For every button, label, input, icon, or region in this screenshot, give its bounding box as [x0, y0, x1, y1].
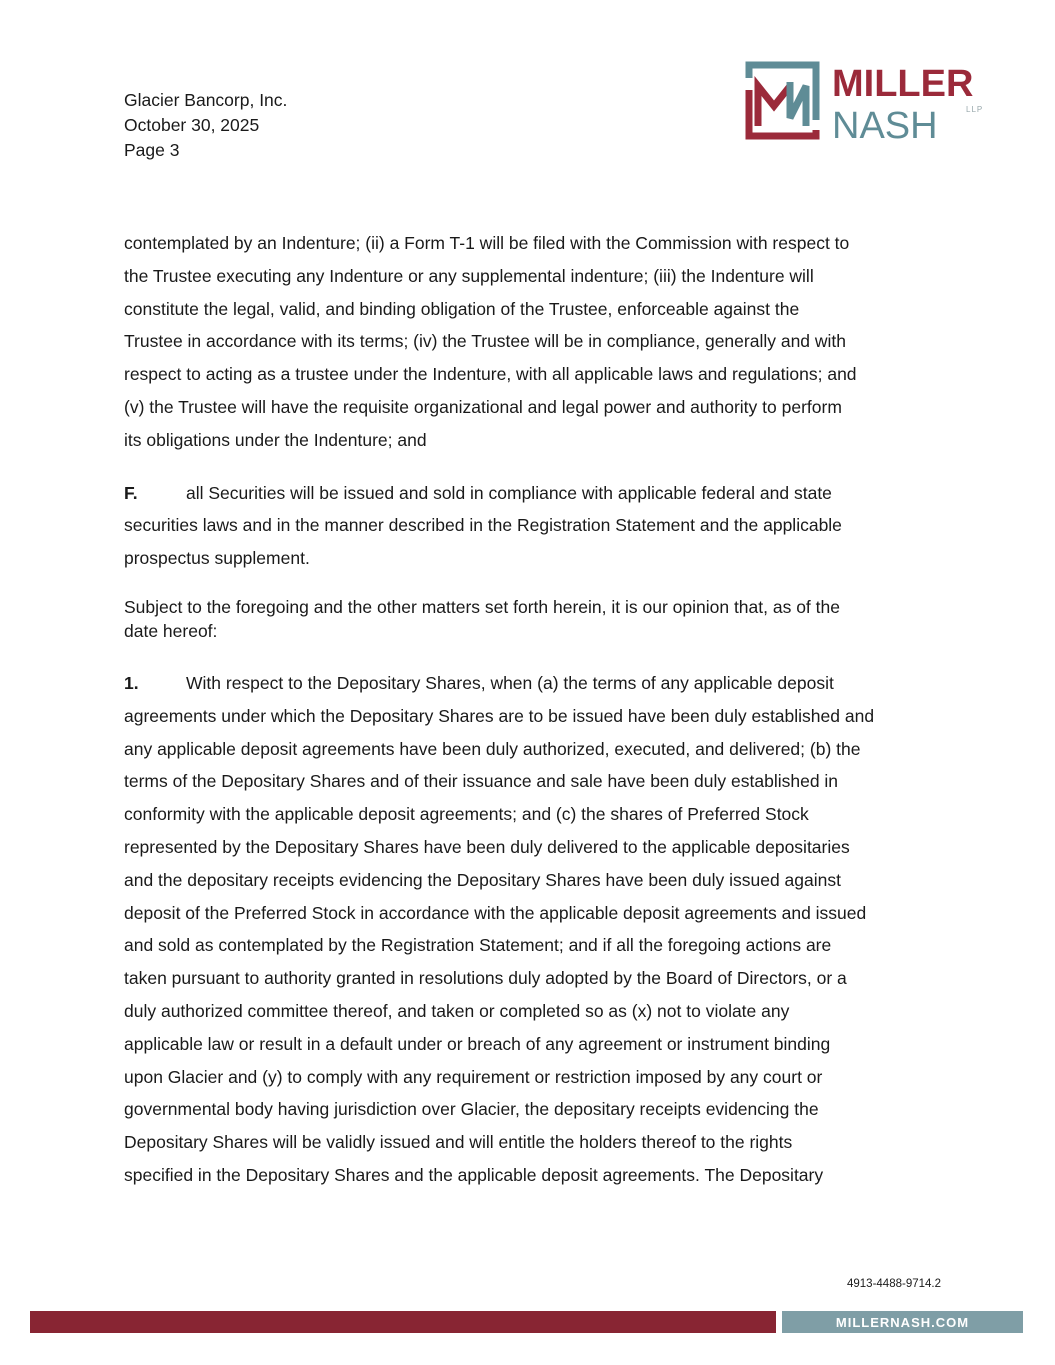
- document-id: 4913-4488-9714.2: [847, 1278, 941, 1290]
- mn-monogram-icon: [749, 65, 816, 136]
- footer-bar: [30, 1311, 1023, 1333]
- letter-header: [124, 88, 287, 163]
- logo-word-miller: MILLER: [832, 63, 974, 105]
- logo-llp: LLP: [966, 105, 984, 114]
- footer-red-band: [30, 1311, 776, 1333]
- paragraph-f-label: F.: [124, 482, 138, 503]
- page-number: Page 3: [124, 140, 180, 160]
- logo-graphic: [744, 60, 994, 142]
- logo-word-nash: NASH: [832, 105, 938, 142]
- paragraph-f: F. all Securities will be issued and sold in compliance with applicable federal and state securities laws and in the manner described in the Registration Statement and the applicable prospectus supplement.: [124, 477, 934, 575]
- footer-website-link[interactable]: MILLERNASH.COM: [782, 1311, 1023, 1333]
- letter-date: October 30, 2025: [124, 115, 260, 135]
- paragraph-subject: Subject to the foregoing and the other matters set forth herein, it is our opinion that, as of the date hereof:: [124, 596, 840, 641]
- recipient-company: Glacier Bancorp, Inc.: [124, 90, 288, 110]
- paragraph-1-label: 1.: [124, 672, 139, 693]
- letter-body: [124, 227, 934, 1192]
- paragraph-continued: contemplated by an Indenture; (ii) a Form T-1 will be filed with the Commission with respect to the Trustee executing any Indenture or any supplemental indenture; (iii) the Indenture will constitute the legal, valid, and binding obligation of the Trustee, enforceable against the Trustee in accordance with its terms; (iv) the Trustee will be in compliance, generally and with respect to acting as a trustee under the Indenture, with all applicable laws and regulations; and (v) the Trustee will have the requisite organizational and legal power and authority to perform its obligations under the Indenture; and: [124, 233, 857, 450]
- paragraph-1: 1. With respect to the Depositary Shares, when (a) the terms of any applicable deposit agreements under which the Depositary Shares are to be issued have been duly established and any applicable deposit agreements have been duly authorized, executed, and delivered; (b) the terms of the Depositary Shares and of their issuance and sale have been duly established in conformity with the applicable deposit agreements; and (c) the shares of Preferred Stock represented by the Depositary Shares have been duly delivered to the applicable depositaries and the depositary receipts evidencing the Depositary Shares have been duly issued against deposit of the Preferred Stock in accordance with the applicable deposit agreements and issued and sold as contemplated by the Registration Statement; and if all the foregoing actions are taken pursuant to authority granted in resolutions duly adopted by the Board of Directors, or a duly authorized committee thereof, and taken or completed so as (x) not to violate any applicable law or result in a default under or breach of any agreement or instrument binding upon Glacier and (y) to comply with any requirement or restriction imposed by any court or governmental body having jurisdiction over Glacier, the depositary receipts evidencing the Depositary Shares will be validly issued and will entitle the holders thereof to the rights specified in the Depositary Shares and the applicable deposit agreements. The Depositary: [124, 667, 934, 1192]
- miller-nash-logo: [744, 60, 994, 142]
